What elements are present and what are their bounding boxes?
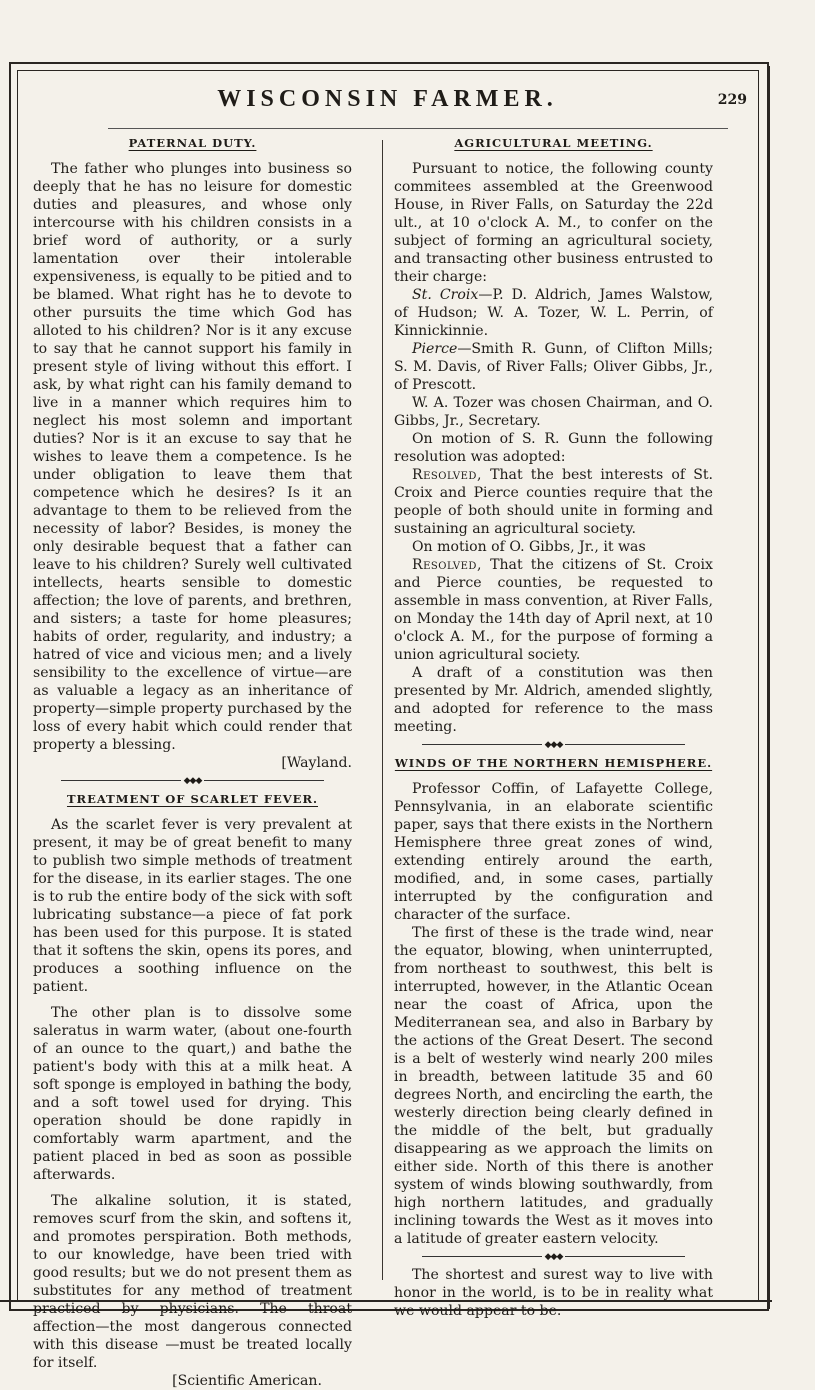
county-label: Pierce <box>412 341 458 357</box>
section-divider: ◆◆◆ <box>33 774 352 788</box>
resolution-1 <box>394 466 713 538</box>
article-heading: TREATMENT OF SCARLET FEVER. <box>66 792 318 806</box>
article-paragraph: On motion of S. R. Gunn the following resolution was adopted: <box>394 431 713 465</box>
article-heading: PATERNAL DUTY. <box>128 136 257 150</box>
article-signature: [Scientific American. <box>172 1373 322 1389</box>
committee-pierce <box>394 340 713 394</box>
committee-members: —Smith R. Gunn, of Clifton Mills; S. M. Davis, of River Falls; Oliver Gibbs, Jr., of Prescott. <box>394 341 713 393</box>
article-paragraph: W. A. Tozer was chosen Chairman, and O. Gibbs, Jr., Secretary. <box>394 395 713 429</box>
resolved-label: Resolved, <box>412 557 482 573</box>
page-number: 229 <box>717 92 747 108</box>
article-paragraph: A draft of a constitution was then presented by Mr. Aldrich, amended slightly, and adopted for reference to the mass meeting. <box>394 665 713 735</box>
article-heading: WINDS OF THE NORTHERN HEMISPHERE. <box>394 756 713 770</box>
publication-title: WISCONSIN FARMER. <box>217 86 558 112</box>
article-scarlet-fever <box>33 790 352 1390</box>
article-paragraph: The other plan is to dissolve some saleratus in warm water, (about one-fourth of an ounce to the quart,) and bathe the patient's body with this at a milk heat. A soft sponge is employed in bathing the body, and a soft towel used for drying. This operation should be done rapidly in comfortably warm apartment, and the patient placed in bed as soon as possible afterwards. <box>33 1005 352 1183</box>
article-body: The father who plunges into business so deeply that he has no leisure for domestic duties and pleasures, and whose only intercourse with his children consists in a brief word of authority, or a surly lamentation over their intolerable expensiveness, is equally to be pitied and to be blamed. What right has he to devote to other pursuits the time which God has alloted to his children? Nor is it any excuse to say that he cannot support his family in present style of living without this effort. I ask, by what right can his family demand to live in a manner which requires him to neglect his most solemn and important duties? Nor is it an excuse to say that he wishes to leave them a competence. Is he under obligation to leave them that competence which he desires? Is it an advantage to them to be relieved from the necessity of labor? Besides, is money the only desirable bequest that a father can leave to his children? Surely well cultivated intellects, hearts sensible to domestic affection; the love of parents, and brethren, and sisters; a taste for home pleasures; habits of order, regularity, and industry; a hatred of vice and vicious men; and a lively sensibility to the excellence of virtue—are as valuable a legacy as an inheritance of property—simple property purchased by the loss of every habit which could render that property a blessing. <box>33 161 352 753</box>
article-paragraph: As the scarlet fever is very prevalent at present, it may be of great benefit to many to publish two simple methods of treatment for the disease, in its earlier stages. The one is to rub the entire body of the sick with soft lubricating substance—a piece of fat pork has been used for this purpose. It is stated that it softens the skin, opens its pores, and produces a soothing influence on the patient. <box>33 817 352 995</box>
article-paragraph: Professor Coffin, of Lafayette College, Pennsylvania, in an elaborate scientific paper, says that there exists in the Northern Hemisphere three great zones of wind, extending entirely around the earth, modified, and, in some cases, partially interrupted by the configuration and character of the surface. <box>394 781 713 923</box>
article-paragraph: On motion of O. Gibbs, Jr., it was <box>412 539 646 555</box>
right-column <box>394 134 713 1320</box>
article-paragraph: The alkaline solution, it is stated, removes scurf from the skin, and softens it, and promotes perspiration. Both methods, to our knowledge, have been tried with good results; but we do not present them as substitutes for any method of treatment practiced by physicians. The throat affection—the most dangerous connected with this disease —must be treated locally for itself. <box>33 1193 352 1371</box>
section-divider: ◆◆◆ <box>394 738 713 752</box>
article-agricultural-meeting <box>394 134 713 736</box>
article-paragraph: Pursuant to notice, the following county commitees assembled at the Greenwood House, in River Falls, on Saturday the 22d ult., at 10 o'clock A. M., to confer on the subject of forming an agricultural society, and transacting other business entrusted to their charge: <box>394 161 713 285</box>
article-heading: AGRICULTURAL MEETING. <box>454 136 653 150</box>
section-divider: ◆◆◆ <box>394 1250 713 1264</box>
page-frame-shadow <box>767 66 770 1309</box>
article-winds <box>394 754 713 1248</box>
resolution-text: That the citizens of St. Croix and Pierce counties, be requested to assemble in mass convention, at River Falls, on Monday the 14th day of April next, at 10 o'clock A. M., for the purpose of forming a union agricultural society. <box>394 557 713 663</box>
article-paternal-duty <box>33 134 352 772</box>
resolution-2 <box>394 556 713 664</box>
aphorism-text: The shortest and surest way to live with honor in the world, is to be in reality what we would appear to be. <box>394 1267 713 1319</box>
committee-st-croix <box>394 286 713 340</box>
left-column <box>33 134 352 1390</box>
article-paragraph: The first of these is the trade wind, near the equator, blowing, when uninterrupted, from northeast to southwest, this belt is interrupted, however, in the Atlantic Ocean near the coast of Africa, upon the Mediterranean sea, and also in Barbary by the actions of the Great Desert. The second is a belt of westerly wind nearly 200 miles in breadth, between latitude 35 and 60 degrees North, and encircling the earth, the westerly direction being clearly defined in the middle of the belt, but gradually disappearing as we approach the limits on either side. North of this there is another system of winds blowing southwardly, from high northern latitudes, and gradually inclining towards the West as it moves into a latitude of greater eastern velocity. <box>394 925 713 1247</box>
masthead <box>20 84 755 120</box>
closing-aphorism <box>394 1266 713 1320</box>
committee-members: —P. D. Aldrich, James Walstow, of Hudson; W. A. Tozer, W. L. Perrin, of Kinnickinnie. <box>394 287 713 339</box>
resolution-text: That the best interests of St. Croix and Pierce counties require that the people of both should unite in forming and sustaining an agricultural society. <box>394 467 713 537</box>
resolved-label: Resolved, <box>412 467 482 483</box>
masthead-rule <box>108 128 728 129</box>
article-signature: [Wayland. <box>281 755 352 771</box>
column-divider <box>382 140 383 1280</box>
county-label: St. Croix <box>412 287 479 303</box>
